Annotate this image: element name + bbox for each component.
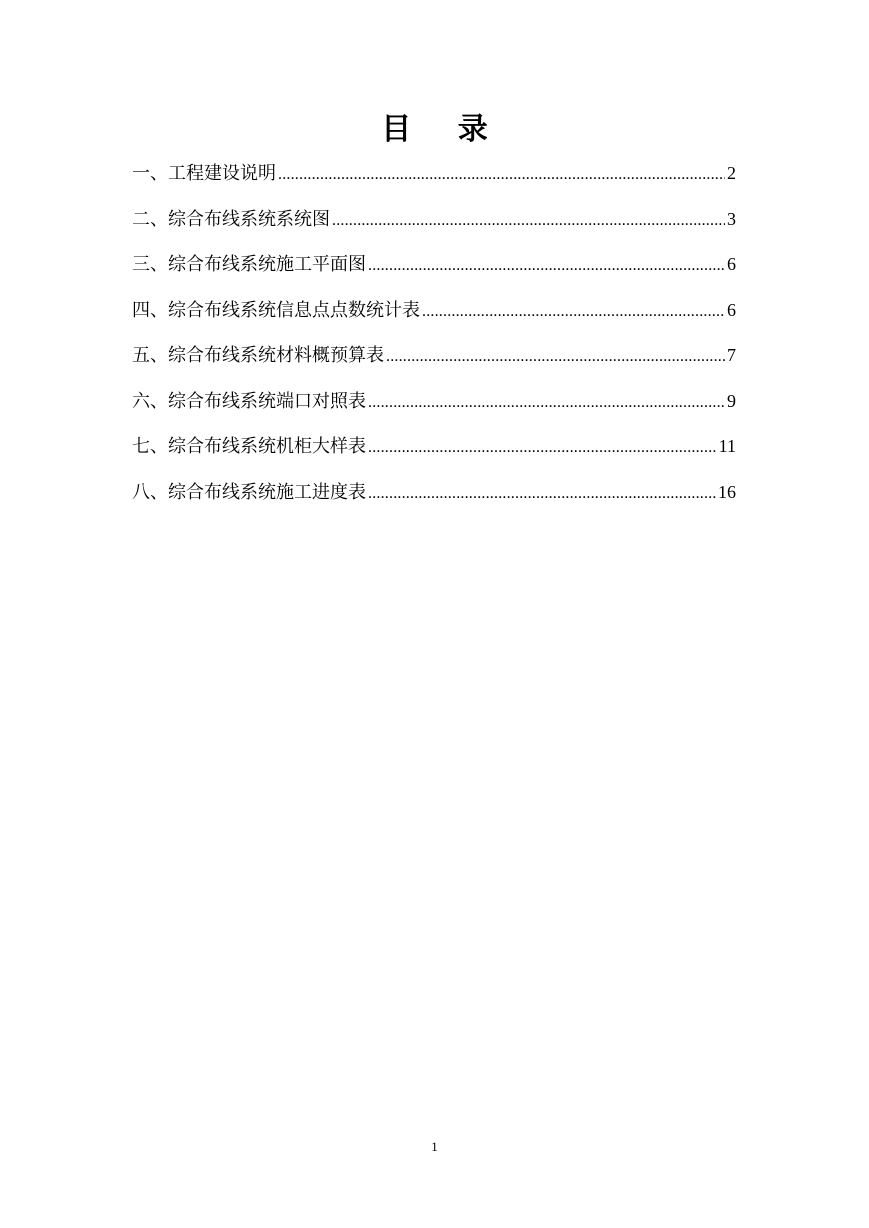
toc-dot-leader: [368, 431, 717, 465]
toc-dot-leader: [368, 249, 725, 283]
toc-entry[interactable]: [132, 338, 736, 384]
toc-entry-page: 16: [718, 481, 736, 502]
toc-entry-page: 11: [718, 436, 736, 456]
toc-dot-leader: [278, 158, 725, 192]
page-number: 1: [431, 1139, 438, 1154]
page-title: 目 录: [381, 112, 506, 147]
toc-entry-page: 6: [727, 299, 736, 320]
toc-dot-leader: [368, 477, 716, 511]
toc-entry-page: 6: [727, 254, 736, 274]
toc-entry-label: 七、综合布线系统机柜大样表: [132, 436, 366, 457]
toc-dot-leader: [386, 340, 725, 374]
toc-entry-label: 一、工程建设说明: [132, 163, 276, 184]
toc-entry[interactable]: [132, 202, 736, 248]
toc-entry-label: 八、综合布线系统施工进度表: [132, 481, 366, 503]
toc-entry-page: 3: [727, 208, 736, 229]
toc-dot-leader: [332, 204, 725, 238]
toc-entry[interactable]: [132, 384, 736, 430]
toc-dot-leader: [422, 295, 725, 329]
toc-entry-label: 五、综合布线系统材料概预算表: [132, 345, 384, 366]
toc-entry-page: 9: [727, 390, 736, 411]
toc-entry-label: 三、综合布线系统施工平面图: [132, 254, 366, 275]
toc-entry[interactable]: [132, 293, 736, 339]
toc-entry-label: 二、综合布线系统系统图: [132, 208, 330, 230]
toc-entry[interactable]: [132, 156, 736, 202]
toc-entry-page: 7: [727, 345, 736, 365]
table-of-contents: [132, 156, 736, 520]
toc-dot-leader: [368, 386, 725, 420]
toc-entry[interactable]: [132, 247, 736, 293]
toc-entry-label: 四、综合布线系统信息点点数统计表: [132, 299, 420, 321]
toc-entry-label: 六、综合布线系统端口对照表: [132, 390, 366, 412]
toc-entry-page: 2: [727, 163, 736, 183]
toc-entry[interactable]: [132, 429, 736, 475]
toc-entry[interactable]: [132, 475, 736, 521]
